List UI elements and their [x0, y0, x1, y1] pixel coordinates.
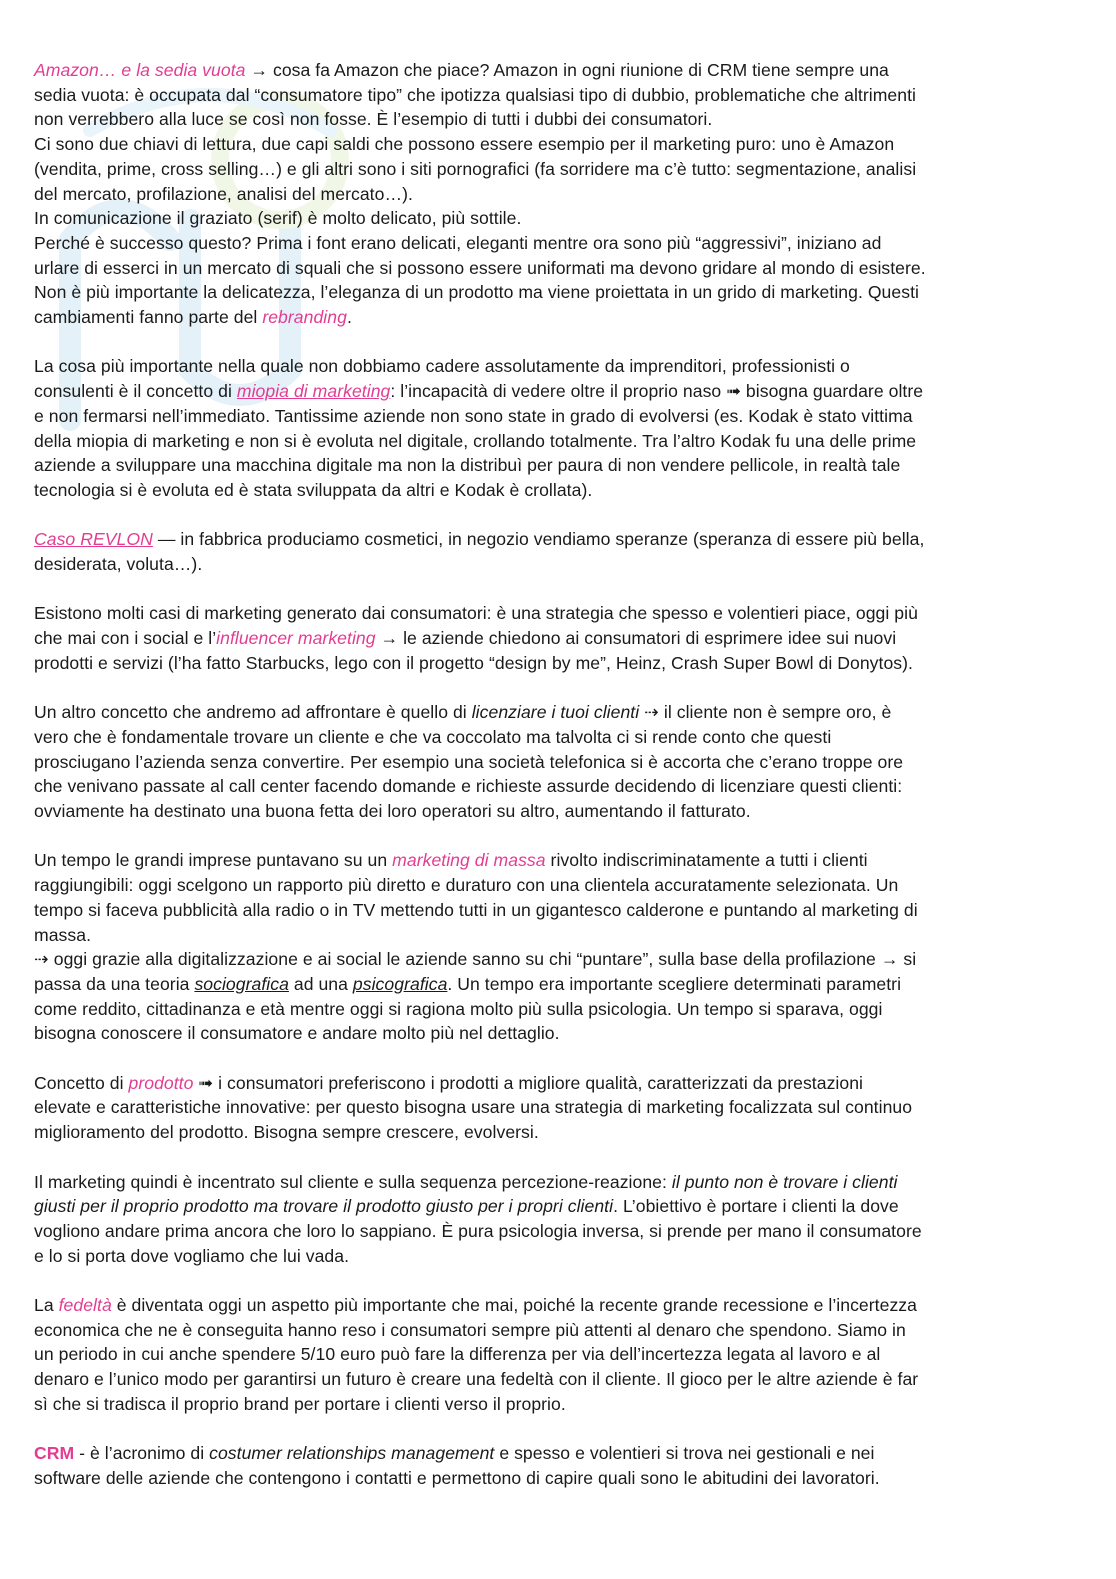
- highlight-fedelta: fedeltà: [58, 1295, 112, 1316]
- paragraph-influencer: [34, 601, 1084, 675]
- line: Amazon… e la sedia vuota → cosa fa Amazon che piace? Amazon in ogni riunione di CRM tiene sempre una: [34, 60, 889, 80]
- paragraph-fedelta: [34, 1293, 1084, 1417]
- line: Non è più importante la delicatezza, l’eleganza di un prodotto ma viene proiettata in un grido di marketing. Questi: [34, 282, 919, 303]
- highlight-crm: CRM: [34, 1443, 75, 1464]
- line: che venivano passate al call center facendo domande e richieste assurde decidendo di licenziare questi clienti:: [34, 776, 903, 797]
- italic-licenziare-clienti: licenziare i tuoi clienti: [471, 702, 640, 723]
- paragraph-massa: [34, 848, 1084, 1046]
- italic-crm-definition: costumer relationships management: [209, 1443, 495, 1464]
- highlight-rebranding: rebranding: [262, 307, 347, 328]
- line: bisogna conoscere il consumatore e andare molto più nel dettaglio.: [34, 1023, 560, 1044]
- line: tecnologia si è evoluta ed è stata sviluppata da altri e Kodak è crollata).: [34, 479, 593, 500]
- italic-punto: il punto non è trovare i clienti: [671, 1171, 898, 1192]
- paragraph-cliente: [34, 1170, 1084, 1269]
- line: In comunicazione il graziato (serif) è molto delicato, più sottile.: [34, 208, 522, 229]
- line: cambiamenti fanno parte del rebranding.: [34, 307, 352, 328]
- line: Il marketing quindi è incentrato sul cliente e sulla sequenza percezione-reazione: il punto non è trovare i clienti: [34, 1171, 898, 1192]
- line: un periodo in cui anche spendere 5/10 euro può fare la differenza per via dell’incertezza legata al lavoro e al: [34, 1344, 881, 1365]
- line: denaro e l’unico modo per garantirsi un futuro è creare una fedeltà con il cliente. Il gioco per le altre aziende è far: [34, 1369, 919, 1390]
- paragraph-licenziare: [34, 700, 1084, 824]
- highlight-prodotto: prodotto: [128, 1072, 194, 1093]
- italic-prodotto-giusto: giusti per il proprio prodotto ma trovare il prodotto giusto per i propri clienti: [34, 1196, 614, 1217]
- line: prosciugano l’azienda senza convertire. Per esempio una società telefonica si è accorta che c’erano troppe ore: [34, 751, 904, 772]
- line: Ci sono due chiavi di lettura, due capi saldi che possono essere esempio per il marketing puro: uno è Amazon: [34, 134, 895, 155]
- line: della miopia di marketing e non si è evoluta nel digitale, crollando totalmente. Tra l’altro Kodak fu una delle prime: [34, 430, 917, 451]
- highlight-marketing-di-massa: marketing di massa: [392, 850, 546, 871]
- line: come reddito, cittadinanza e età mentre oggi si ragiona molto più sulla psicologia. Un tempo si sparava, oggi: [34, 998, 883, 1019]
- line: ovviamente ha destinato una buona fetta dei loro operatori su altro, aumentando il fatturato.: [34, 801, 751, 822]
- line: del mercato, profilazione, analisi del mercato…).: [34, 183, 413, 204]
- line: Perché è successo questo? Prima i font erano delicati, eleganti mentre ora sono più “aggressivi”, iniziano ad: [34, 232, 882, 253]
- line: La cosa più importante nella quale non dobbiamo cadere assolutamente da imprenditori, professionisti o: [34, 356, 850, 377]
- line: raggiungibili: oggi scelgono un rapporto più diretto e duraturo con una clientela accuratamente selezionata. Un: [34, 875, 899, 896]
- line: Concetto di prodotto ➟ i consumatori preferiscono i prodotti a migliore qualità, caratterizzati da prestazioni: [34, 1072, 864, 1093]
- line: software delle aziende che contengono i contatti e permettono di capire quali sono le abitudini dei lavoratori.: [34, 1467, 880, 1488]
- line: prodotti e servizi (l’ha fatto Starbucks, lego con il progetto “design by me”, Heinz, Crash Super Bowl di Donytos).: [34, 652, 913, 673]
- line: ⇢ oggi grazie alla digitalizzazione e ai social le aziende sanno su chi “puntare”, sulla base della profilazione → si: [34, 949, 917, 970]
- line: consulenti è il concetto di miopia di marketing: l’incapacità di vedere oltre il proprio naso ➟ bisogna guardare oltre: [34, 381, 924, 402]
- paragraph-miopia: [34, 354, 1084, 502]
- italic-psicografica: psicografica: [352, 973, 448, 994]
- line: che mai con i social e l’influencer marketing → le aziende chiedono ai consumatori di esprimere idee sui nuovi: [34, 628, 897, 649]
- line: Un tempo le grandi imprese puntavano su un marketing di massa rivolto indiscriminatamente a tutti i clienti: [34, 850, 868, 871]
- line: Un altro concetto che andremo ad affrontare è quello di licenziare i tuoi clienti ⇢ il cliente non è sempre oro, è: [34, 702, 892, 723]
- highlight-caso-revlon: Caso REVLON: [34, 529, 153, 550]
- paragraph-prodotto: [34, 1071, 1084, 1145]
- line: La fedeltà è diventata oggi un aspetto più importante che mai, poiché la recente grande recessione e l’incertezza: [34, 1295, 917, 1316]
- document-body: [34, 58, 1084, 1515]
- highlight-amazon-sedia-vuota: Amazon… e la sedia vuota: [34, 60, 246, 80]
- line: Esistono molti casi di marketing generato dai consumatori: è una strategia che spesso e volentieri piace, oggi più: [34, 603, 918, 624]
- paragraph-revlon: [34, 527, 1084, 576]
- line: massa.: [34, 924, 92, 945]
- line: vero che è fondamentale trovare un cliente e che va coccolato ma talvolta ci si rende conto che questi: [34, 726, 832, 747]
- line: Caso REVLON — in fabbrica produciamo cosmetici, in negozio vendiamo speranze (speranza di essere più bella,: [34, 529, 925, 550]
- italic-sociografica: sociografica: [194, 973, 289, 994]
- highlight-miopia-di-marketing: miopia di marketing: [236, 381, 391, 402]
- paragraph-crm: [34, 1441, 1084, 1490]
- line: passa da una teoria sociografica ad una psicografica. Un tempo era importante scegliere determinati parametri: [34, 973, 902, 994]
- line: elevate e caratteristiche innovative: per questo bisogna usare una strategia di marketing focalizzata sul continuo: [34, 1097, 913, 1118]
- line: aziende a sviluppare una macchina digitale ma non la distribuì per paura di non vendere pellicole, in realtà tale: [34, 455, 901, 476]
- line: CRM - è l’acronimo di costumer relationships management e spesso e volentieri si trova nei gestionali e nei: [34, 1443, 875, 1464]
- line: economica che ne è conseguita hanno reso i consumatori sempre più attenti al denaro che spendono. Siamo in: [34, 1319, 906, 1340]
- highlight-influencer-marketing: influencer marketing: [216, 628, 376, 649]
- line: (vendita, prime, cross selling…) e gli altri sono i siti pornografici (fa sorridere ma c’è tutto: segmentazione, analisi: [34, 158, 917, 179]
- line: sedia vuota: è occupata dal “consumatore tipo” che ipotizza qualsiasi tipo di dubbio, problematiche che altrimenti: [34, 84, 916, 105]
- line: e non fermarsi nell’immediato. Tantissime aziende non sono state in grado di evolversi (es. Kodak è stato vittima: [34, 405, 913, 426]
- line: e lo si porta dove vogliamo che lui vada.: [34, 1245, 350, 1266]
- paragraph-amazon: [34, 58, 1084, 330]
- line: vogliono andare prima ancora che loro lo sappiano. È pura psicologia inversa, si prende per mano il consumatore: [34, 1220, 922, 1241]
- line: sì che si tradisca il proprio brand per portare i clienti verso il proprio.: [34, 1393, 566, 1414]
- line: urlare di esserci in un mercato di squali che si possono essere uniformati ma devono gridare al mondo di esistere.: [34, 257, 926, 278]
- line: tempo si faceva pubblicità alla radio o in TV mettendo tutti in un gigantesco calderone e puntando al marketing di: [34, 899, 918, 920]
- line: desiderata, voluta…).: [34, 554, 203, 575]
- line: miglioramento del prodotto. Bisogna sempre crescere, evolversi.: [34, 1122, 539, 1143]
- line: giusti per il proprio prodotto ma trovare il prodotto giusto per i propri clienti. L’obiettivo è portare i clienti la dove: [34, 1196, 899, 1217]
- line: non verrebbero alla luce se così non fosse. È l’esempio di tutti i dubbi dei consumatori.: [34, 109, 713, 130]
